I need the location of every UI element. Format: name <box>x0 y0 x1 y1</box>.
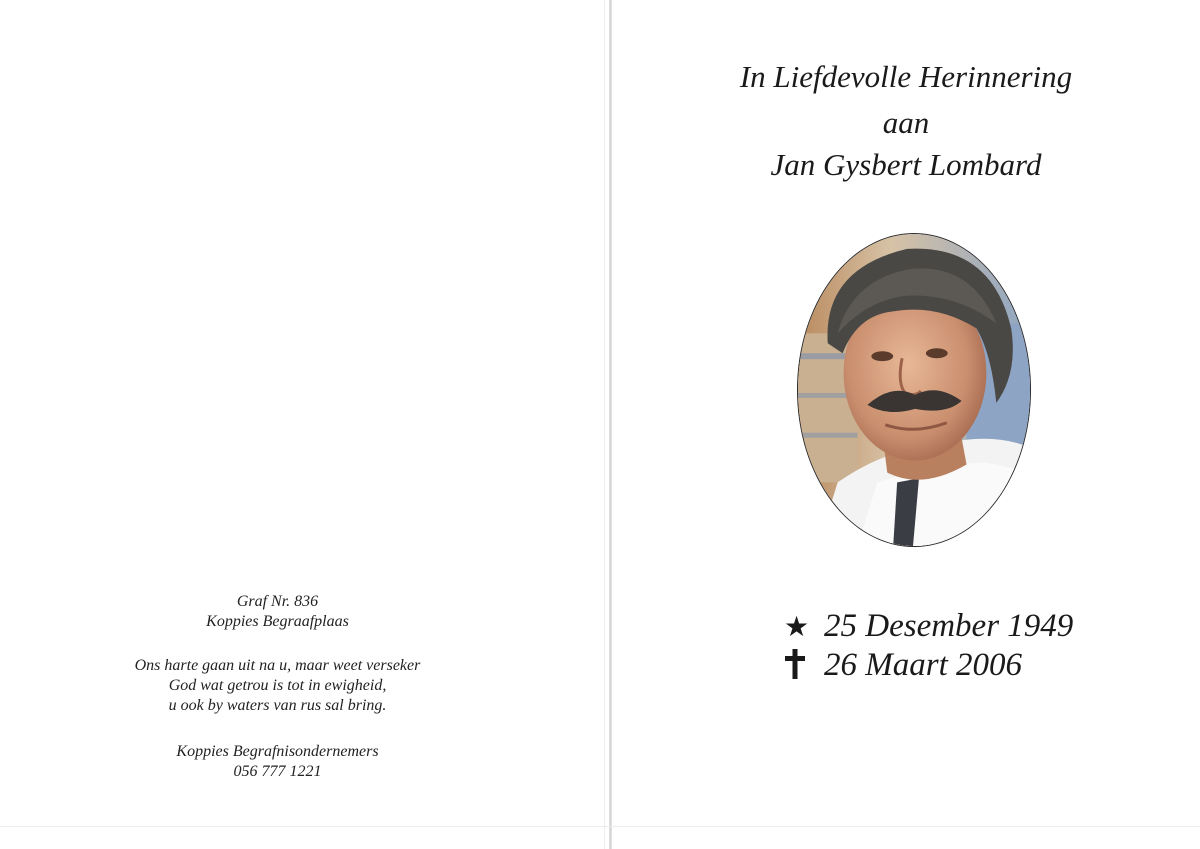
heading-aan: aan <box>882 105 930 140</box>
birth-date: 25 Desember 1949 <box>824 608 1074 644</box>
portrait-photo <box>797 233 1031 547</box>
verse-line: God wat getrou is tot in ewigheid, <box>168 677 387 694</box>
heading-line: In Liefdevolle Herinnering <box>739 59 1073 94</box>
verse-line: u ook by waters van rus sal bring. <box>168 697 387 714</box>
cross-icon <box>784 645 824 685</box>
undertaker-name: Koppies Begrafnisondernemers <box>176 743 379 760</box>
birth-row <box>784 606 1073 646</box>
cemetery-name: Koppies Begraafplaas <box>206 613 349 630</box>
undertaker-phone: 056 777 1221 <box>233 763 322 780</box>
fold-edge <box>604 0 605 849</box>
death-date: 26 Maart 2006 <box>824 647 1022 683</box>
grave-number: Graf Nr. 836 <box>236 593 319 610</box>
verse <box>0 656 555 716</box>
front-page <box>612 0 1200 849</box>
death-row <box>784 645 1022 685</box>
deceased-name: Jan Gysbert Lombard <box>770 147 1042 182</box>
undertaker-info <box>0 742 555 782</box>
grave-info <box>0 592 555 632</box>
star-icon: ★ <box>784 612 810 643</box>
verse-line: Ons harte gaan uit na u, maar weet verseker <box>134 657 421 674</box>
